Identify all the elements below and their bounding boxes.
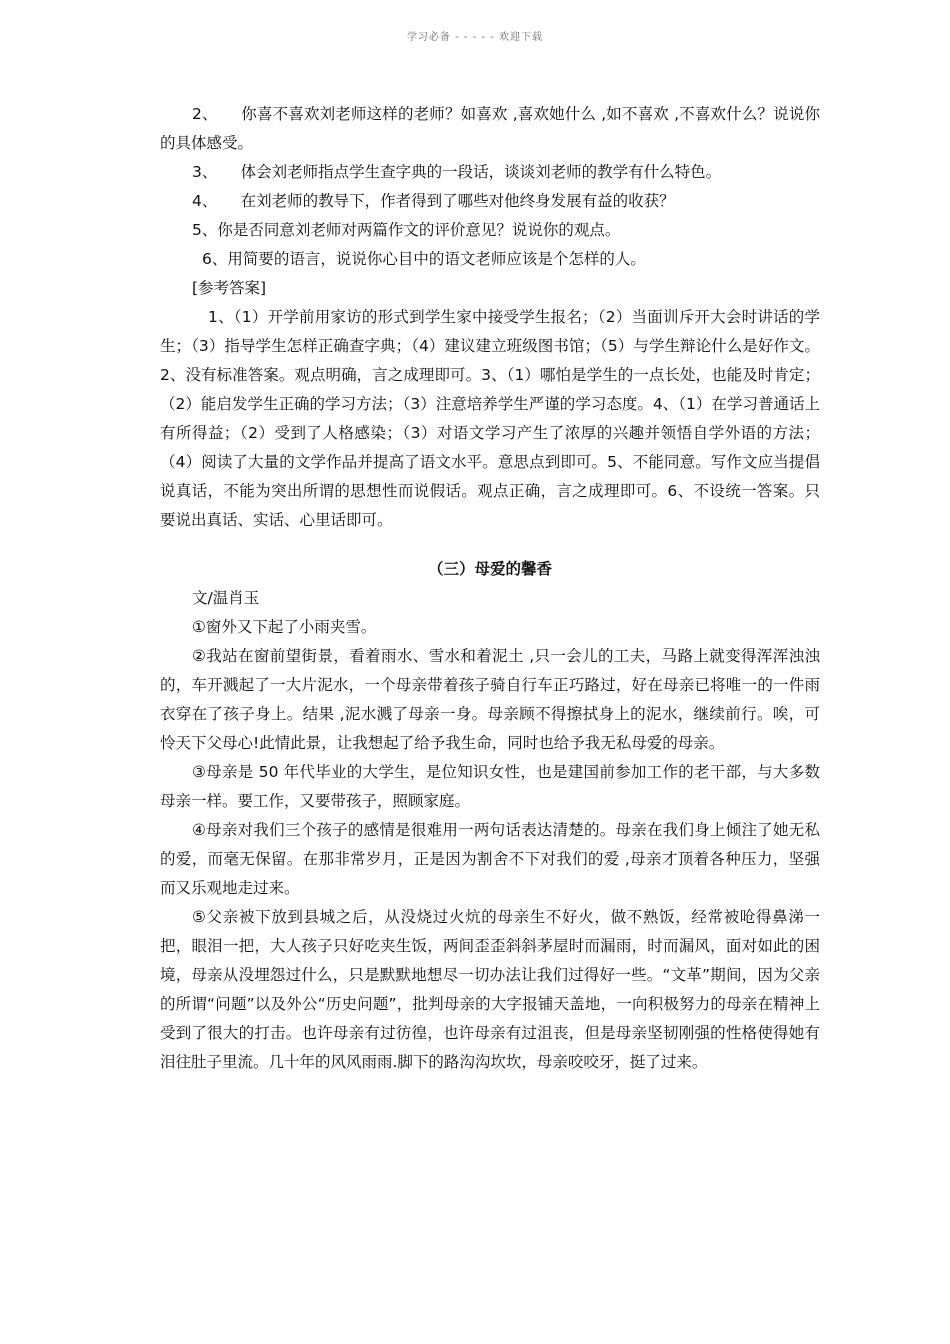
question-2: 2、 你喜不喜欢刘老师这样的老师？如喜欢 ,喜欢她什么 ,如不喜欢 ,不喜欢什么？说说你的具体感受。	[160, 105, 820, 152]
document-body	[160, 100, 820, 1077]
paragraph-4: ④母亲对我们三个孩子的感情是很难用一两句话表达清楚的。母亲在我们身上倾注了她无私的爱，而毫无保留。在那非常岁月，正是因为割舍不下对我们的爱 ,母亲才顶着各种压力，坚强而又乐观地走过来。	[160, 821, 820, 897]
paragraph-1: ①窗外又下起了小雨夹雪。	[192, 618, 377, 636]
answer-label: [参考答案]	[192, 279, 267, 297]
question-4: 4、 在刘老师的教导下，作者得到了哪些对他终身发展有益的收获？	[192, 192, 675, 210]
paragraph-2: ②我站在窗前望街景，看着雨水、雪水和着泥土 ,只一会儿的工夫，马路上就变得浑浑浊浊的，车开溅起了一大片泥水，一个母亲带着孩子骑自行车正巧路过，好在母亲已将唯一的一件雨衣穿在了孩子身上。结果 ,泥水溅了母亲一身。母亲顾不得擦拭身上的泥水，继续前行。唉，可怜天下父母心!此情此景，让我想起了给予我生命，同时也给予我无私母爱的母亲。	[160, 647, 820, 752]
page-header: 学习必备 - - - - - 欢迎下载	[406, 32, 544, 43]
paragraph-5: ⑤父亲被下放到县城之后，从没烧过火炕的母亲生不好火，做不熟饭，经常被呛得鼻涕一把，眼泪一把，大人孩子只好吃夹生饭，两间歪歪斜斜茅屋时而漏雨，时而漏风，面对如此的困境，母亲从没埋怨过什么，只是默默地想尽一切办法让我们过得好一些。“文革”期间，因为父亲的所谓“问题”以及外公“历史问题”，批判母亲的大字报铺天盖地，一向积极努力的母亲在精神上受到了很大的打击。也许母亲有过彷徨，也许母亲有过沮丧，但是母亲坚韧刚强的性格使得她有泪往肚子里流。几十年的风风雨雨.脚下的路沟沟坎坎，母亲咬咬牙，挺了过来。	[160, 908, 820, 1071]
answer-text: 1、（1）开学前用家访的形式到学生家中接受学生报名；（2）当面训斥开大会时讲话的学生；（3）指导学生怎样正确查字典；（4）建议建立班级图书馆；（5）与学生辩论什么是好作文。2、没有标准答案。观点明确，言之成理即可。3、（1）哪怕是学生的一点长处，也能及时肯定；（2）能启发学生正确的学习方法；（3）注意培养学生严谨的学习态度。4、（1）在学习普通话上有所得益；（2）受到了人格感染；（3）对语文学习产生了浓厚的兴趣并领悟自学外语的方法；（4）阅读了大量的文学作品并提高了语文水平。意思点到即可。5、不能同意。写作文应当提倡说真话，不能为突出所谓的思想性而说假话。观点正确，言之成理即可。6、不设统一答案。只要说出真话、实话、心里话即可。	[160, 308, 820, 529]
question-6: 6、用简要的语言，说说你心目中的语文老师应该是个怎样的人。	[202, 250, 646, 268]
author-line: 文/温肖玉	[192, 589, 260, 607]
paragraph-3: ③母亲是 50 年代毕业的大学生，是位知识女性，也是建国前参加工作的老干部，与大多数母亲一样。要工作，又要带孩子，照顾家庭。	[160, 763, 820, 810]
question-3: 3、 体会刘老师指点学生查字典的一段话，谈谈刘老师的教学有什么特色。	[192, 163, 722, 181]
question-5: 5、你是否同意刘老师对两篇作文的评价意见？说说你的观点。	[192, 221, 621, 239]
section-title: （三）母爱的馨香	[427, 560, 552, 578]
